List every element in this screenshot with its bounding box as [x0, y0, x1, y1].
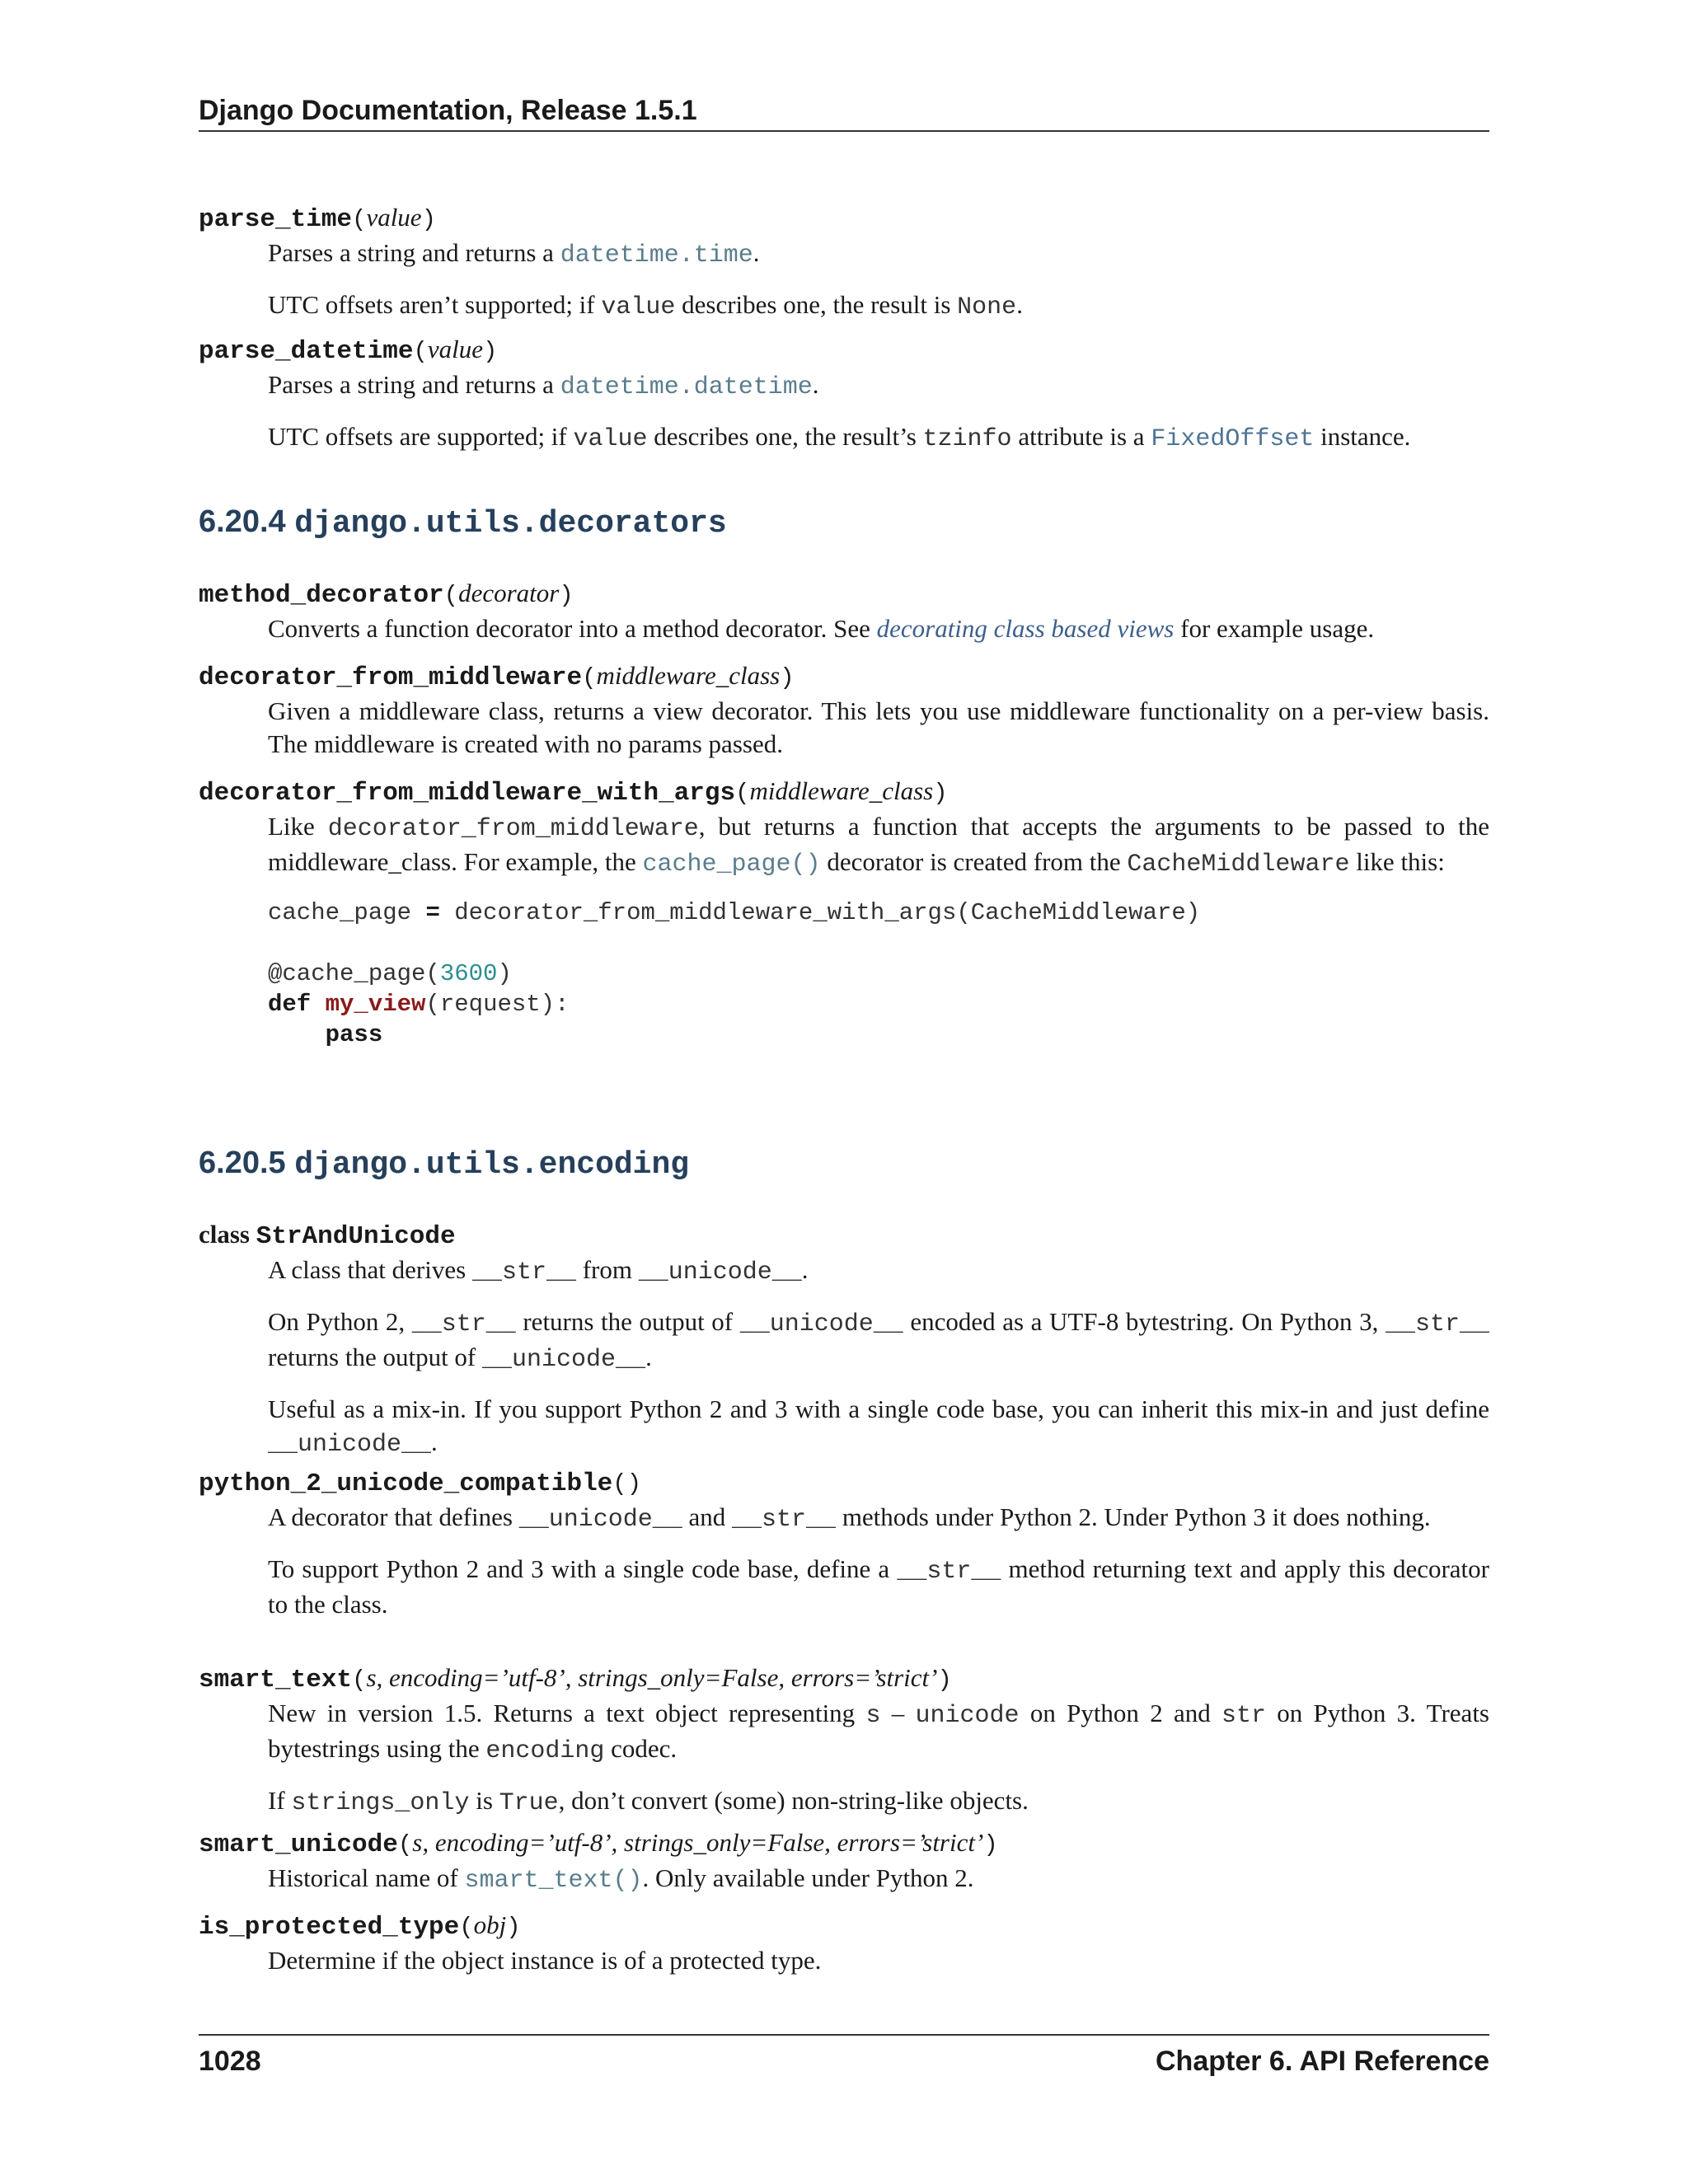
- function-name: method_decorator: [199, 581, 444, 610]
- function-args: s, encoding=’utf-8’, strings_only=False, errors=’strict’: [366, 1663, 938, 1692]
- section-number: 6.20.4: [199, 504, 286, 539]
- function-smart-text: [199, 1661, 1489, 1836]
- function-args: decorator: [458, 579, 560, 607]
- function-is-protected-type: [199, 1909, 1489, 1994]
- signature: python_2_unicode_compatible(): [199, 1469, 642, 1498]
- function-name: is_protected_type: [199, 1913, 460, 1942]
- function-args: middleware_class: [596, 661, 781, 690]
- description: Given a middleware class, returns a view decorator. This lets you use middleware functionality on a per-view basis. The middleware is created with no params passed.: [268, 696, 1489, 758]
- signature: smart_text(s, encoding=’utf-8’, strings_only=False, errors=’strict’): [199, 1663, 952, 1694]
- description: Parses a string and returns a datetime.time. UTC offsets aren’t supported; if value describes one, the result is None.: [268, 238, 1023, 321]
- chapter-title: Chapter 6. API Reference: [1156, 2046, 1489, 2077]
- signature: [199, 1218, 1489, 1254]
- signature: is_protected_type(obj): [199, 1910, 521, 1942]
- function-name: python_2_unicode_compatible: [199, 1469, 613, 1498]
- class-keyword: class: [199, 1220, 250, 1249]
- section-number: 6.20.5: [199, 1146, 286, 1180]
- xref-link[interactable]: cache_page(): [642, 851, 821, 879]
- page-footer: [199, 2034, 1489, 2082]
- description: Converts a function decorator into a method decorator. See decorating class based views for example usage.: [268, 614, 1375, 643]
- description: Determine if the object instance is of a protected type.: [268, 1946, 822, 1975]
- xref-link[interactable]: datetime.datetime: [560, 373, 813, 401]
- signature: decorator_from_middleware_with_args(middleware_class): [199, 776, 948, 808]
- function-name: smart_text: [199, 1666, 353, 1694]
- function-parse-time: [199, 201, 1489, 340]
- page-header: [199, 94, 1489, 132]
- xref-link[interactable]: FixedOffset: [1151, 425, 1315, 453]
- function-name: decorator_from_middleware: [199, 663, 583, 692]
- description: Like decorator_from_middleware, but returns a function that accepts the arguments to be passed to the middleware_class. For example, the cache_page() decorator is created from the CacheMiddleware like this: cache_page = decorator_from_middleware_with_args(CacheMiddleware) @cache_page(3600) def my_view(request): pass: [268, 812, 1489, 1048]
- function-method-decorator: [199, 577, 1489, 662]
- description: A decorator that defines __unicode__ and __str__ methods under Python 2. Under Python 3 it does nothing. To support Python 2 and 3 with a single code base, define a __str__ method returning text and apply this decorator to the class.: [268, 1502, 1489, 1619]
- function-name: parse_time: [199, 205, 353, 234]
- section-module: django.utils.decorators: [294, 506, 727, 541]
- function-name: smart_unicode: [199, 1830, 398, 1859]
- section-heading-encoding: [199, 1142, 1489, 1186]
- function-decorator-from-middleware-with-args: [199, 775, 1489, 1050]
- function-args: value: [366, 203, 422, 232]
- decorating-views-link[interactable]: decorating class based views: [876, 614, 1175, 643]
- signature: parse_time(value): [199, 203, 436, 234]
- signature: smart_unicode(s, encoding=’utf-8’, strings_only=False, errors=’strict’): [199, 1828, 998, 1859]
- function-decorator-from-middleware: [199, 659, 1489, 777]
- section-heading-decorators: [199, 501, 1489, 545]
- description: A class that derives __str__ from __unicode__. On Python 2, __str__ returns the output of __unicode__ encoded as a UTF-8 bytestring. On Python 3, __str__ returns the output of __unicode__. Useful as a mix-in. If you support Python 2 and 3 with a single code base, you can inherit this mix-in and just define __unicode__.: [268, 1255, 1489, 1459]
- function-args: value: [427, 335, 483, 363]
- description: New in version 1.5. Returns a text object representing s – unicode on Python 2 and str on Python 3. Treats bytestrings using the encoding codec. If strings_only is True, don’t convert (some) non-string-like objects.: [268, 1699, 1489, 1817]
- function-args: s, encoding=’utf-8’, strings_only=False, errors=’strict’: [412, 1828, 984, 1857]
- class-name: StrAndUnicode: [256, 1222, 456, 1251]
- function-parse-datetime: [199, 333, 1489, 472]
- section-module: django.utils.encoding: [294, 1147, 690, 1183]
- signature: decorator_from_middleware(middleware_class): [199, 661, 795, 692]
- signature: method_decorator(decorator): [199, 579, 574, 610]
- function-args: middleware_class: [749, 776, 934, 805]
- function-python-2-unicode-compatible: [199, 1465, 1489, 1638]
- function-name: decorator_from_middleware_with_args: [199, 779, 736, 808]
- function-name: parse_datetime: [199, 337, 414, 366]
- xref-link[interactable]: smart_text(): [464, 1867, 643, 1895]
- xref-link[interactable]: datetime.time: [560, 241, 753, 269]
- class-strandunicode: [199, 1218, 1489, 1478]
- code-example: cache_page = decorator_from_middleware_with_args(CacheMiddleware) @cache_page(3600) def my_view(request): pass: [268, 899, 1201, 1048]
- function-smart-unicode: [199, 1826, 1489, 1914]
- page-number: 1028: [199, 2046, 261, 2077]
- signature: parse_datetime(value): [199, 335, 498, 366]
- description: Historical name of smart_text(). Only available under Python 2.: [268, 1863, 974, 1895]
- function-args: obj: [473, 1910, 507, 1939]
- description: Parses a string and returns a datetime.datetime. UTC offsets are supported; if value describes one, the result’s tzinfo attribute is a FixedOffset instance.: [268, 370, 1411, 453]
- header-title: Django Documentation, Release 1.5.1: [199, 95, 697, 126]
